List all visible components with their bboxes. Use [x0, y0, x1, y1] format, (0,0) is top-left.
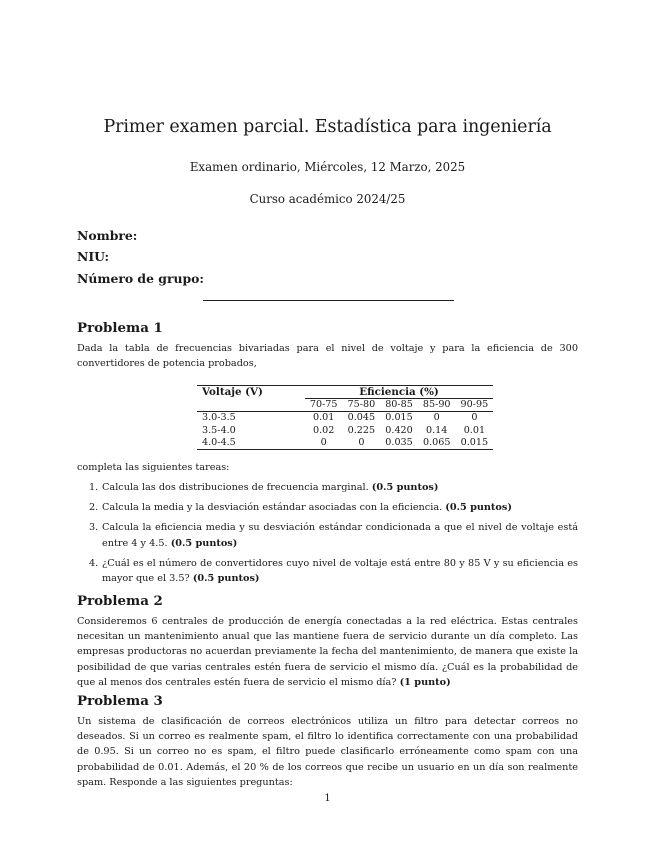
- voltage-range: 3.5-4.0: [202, 424, 236, 436]
- task-text: Calcula la eficiencia media y su desviación estándar condicionada a que el nivel de voltaje está entre 4 y 4.5.: [102, 522, 578, 549]
- voltage-column-header: Voltaje (V): [202, 386, 263, 399]
- task-points: (0.5 puntos): [192, 573, 260, 585]
- table-cell: 0: [471, 412, 478, 424]
- problem-1-intro: Dada la tabla de frecuencias bivariadas para el nivel de voltaje y para la eficiencia de 300 convertidores de potencia probados,: [77, 343, 578, 370]
- frequency-table: [197, 385, 493, 450]
- problem-3-heading: Problema 3: [77, 693, 163, 709]
- separator-rule: [203, 300, 454, 301]
- table-row: [197, 412, 493, 425]
- list-item: [77, 556, 578, 586]
- table-cell: 0.225: [347, 424, 376, 436]
- table-cell: 0.065: [422, 436, 451, 448]
- task-points: (0.5 puntos): [371, 482, 439, 493]
- problem-1-heading: Problema 1: [77, 320, 163, 336]
- name-label: Nombre:: [77, 228, 138, 243]
- list-item: [77, 520, 578, 550]
- table-cell: 0: [320, 436, 327, 448]
- table-cell: 0: [433, 412, 440, 424]
- table-cell: 0.045: [347, 412, 376, 424]
- task-text: ¿Cuál es el número de convertidores cuyo nivel de voltaje está entre 80 y 85 V y su eficiencia es mayor que el 3.5?: [102, 557, 578, 585]
- efficiency-column-header: 70-75: [309, 399, 338, 411]
- table-cell: 0.02: [313, 424, 335, 436]
- table-row: [197, 425, 493, 437]
- task-number: 1.: [89, 482, 99, 493]
- group-number-label: Número de grupo:: [77, 271, 204, 286]
- academic-year-line: Curso académico 2024/25: [249, 192, 406, 206]
- task-points: (0.5 puntos): [445, 502, 512, 514]
- table-cell: 0.01: [313, 412, 335, 424]
- efficiency-column-header: 85-90: [422, 399, 451, 411]
- efficiency-group-header: Eficiencia (%): [305, 386, 493, 399]
- task-text: Calcula la media y la desviación estándar asociadas con la eficiencia.: [102, 502, 443, 514]
- table-cell: 0.420: [385, 424, 413, 436]
- list-item: [77, 500, 578, 515]
- list-item: [77, 480, 578, 495]
- task-number: 2.: [89, 502, 99, 514]
- table-row: [197, 437, 493, 450]
- problem-2-heading: Problema 2: [77, 593, 163, 609]
- task-points: (0.5 puntos): [170, 537, 238, 549]
- table-cell: 0.14: [426, 424, 448, 436]
- problem-2-text: [77, 614, 578, 690]
- problem-2-body: Consideremos 6 centrales de producción de energía conectadas a la red eléctrica. Estas centrales necesitan un mantenimiento anual que las mantiene fuera de servicio durante un día completo. Las empresas productoras no acuerdan previamente la fecha del mantenimiento, de manera que existe la posibilidad de que varias centrales estén fuera de servicio el mismo día. ¿Cuál es la probabilidad de que al menos dos centrales estén fuera de servicio el mismo día?: [77, 616, 578, 688]
- task-text: Calcula las dos distribuciones de frecuencia marginal.: [102, 482, 369, 493]
- page-number: 1: [324, 793, 331, 804]
- table-cell: 0.015: [385, 412, 413, 424]
- task-number: 3.: [89, 522, 99, 534]
- voltage-range: 3.0-3.5: [202, 412, 236, 424]
- table-cell: 0.015: [460, 436, 489, 448]
- task-list: [77, 480, 578, 591]
- niu-label: NIU:: [77, 249, 110, 264]
- efficiency-column-header: 90-95: [460, 399, 489, 411]
- page-title: Primer examen parcial. Estadística para ingeniería: [103, 117, 552, 137]
- efficiency-column-header: 75-80: [347, 399, 376, 411]
- task-number: 4.: [89, 557, 99, 569]
- voltage-range: 4.0-4.5: [202, 436, 236, 448]
- exam-date-line: Examen ordinario, Miércoles, 12 Marzo, 2025: [189, 160, 466, 174]
- table-cell: 0: [358, 436, 365, 448]
- tasks-intro: completa las siguientes tareas:: [77, 462, 230, 473]
- table-cell: 0.035: [385, 436, 413, 448]
- problem-3-text: Un sistema de clasificación de correos electrónicos utiliza un filtro para detectar correos no deseados. Si un correo es realmente spam, el filtro lo identifica correctamente con una probabilidad de 0.95. Si un correo no es spam, el filtro puede clasificarlo erróneamente como spam con una probabilidad de 0.01. Además, el 20 % de los correos que recibe un usuario en un día son realmente spam. Responde a las siguientes preguntas:: [77, 716, 578, 788]
- table-cell: 0.01: [463, 424, 486, 436]
- problem-2-points: (1 punto): [399, 676, 451, 688]
- efficiency-column-header: 80-85: [385, 399, 413, 411]
